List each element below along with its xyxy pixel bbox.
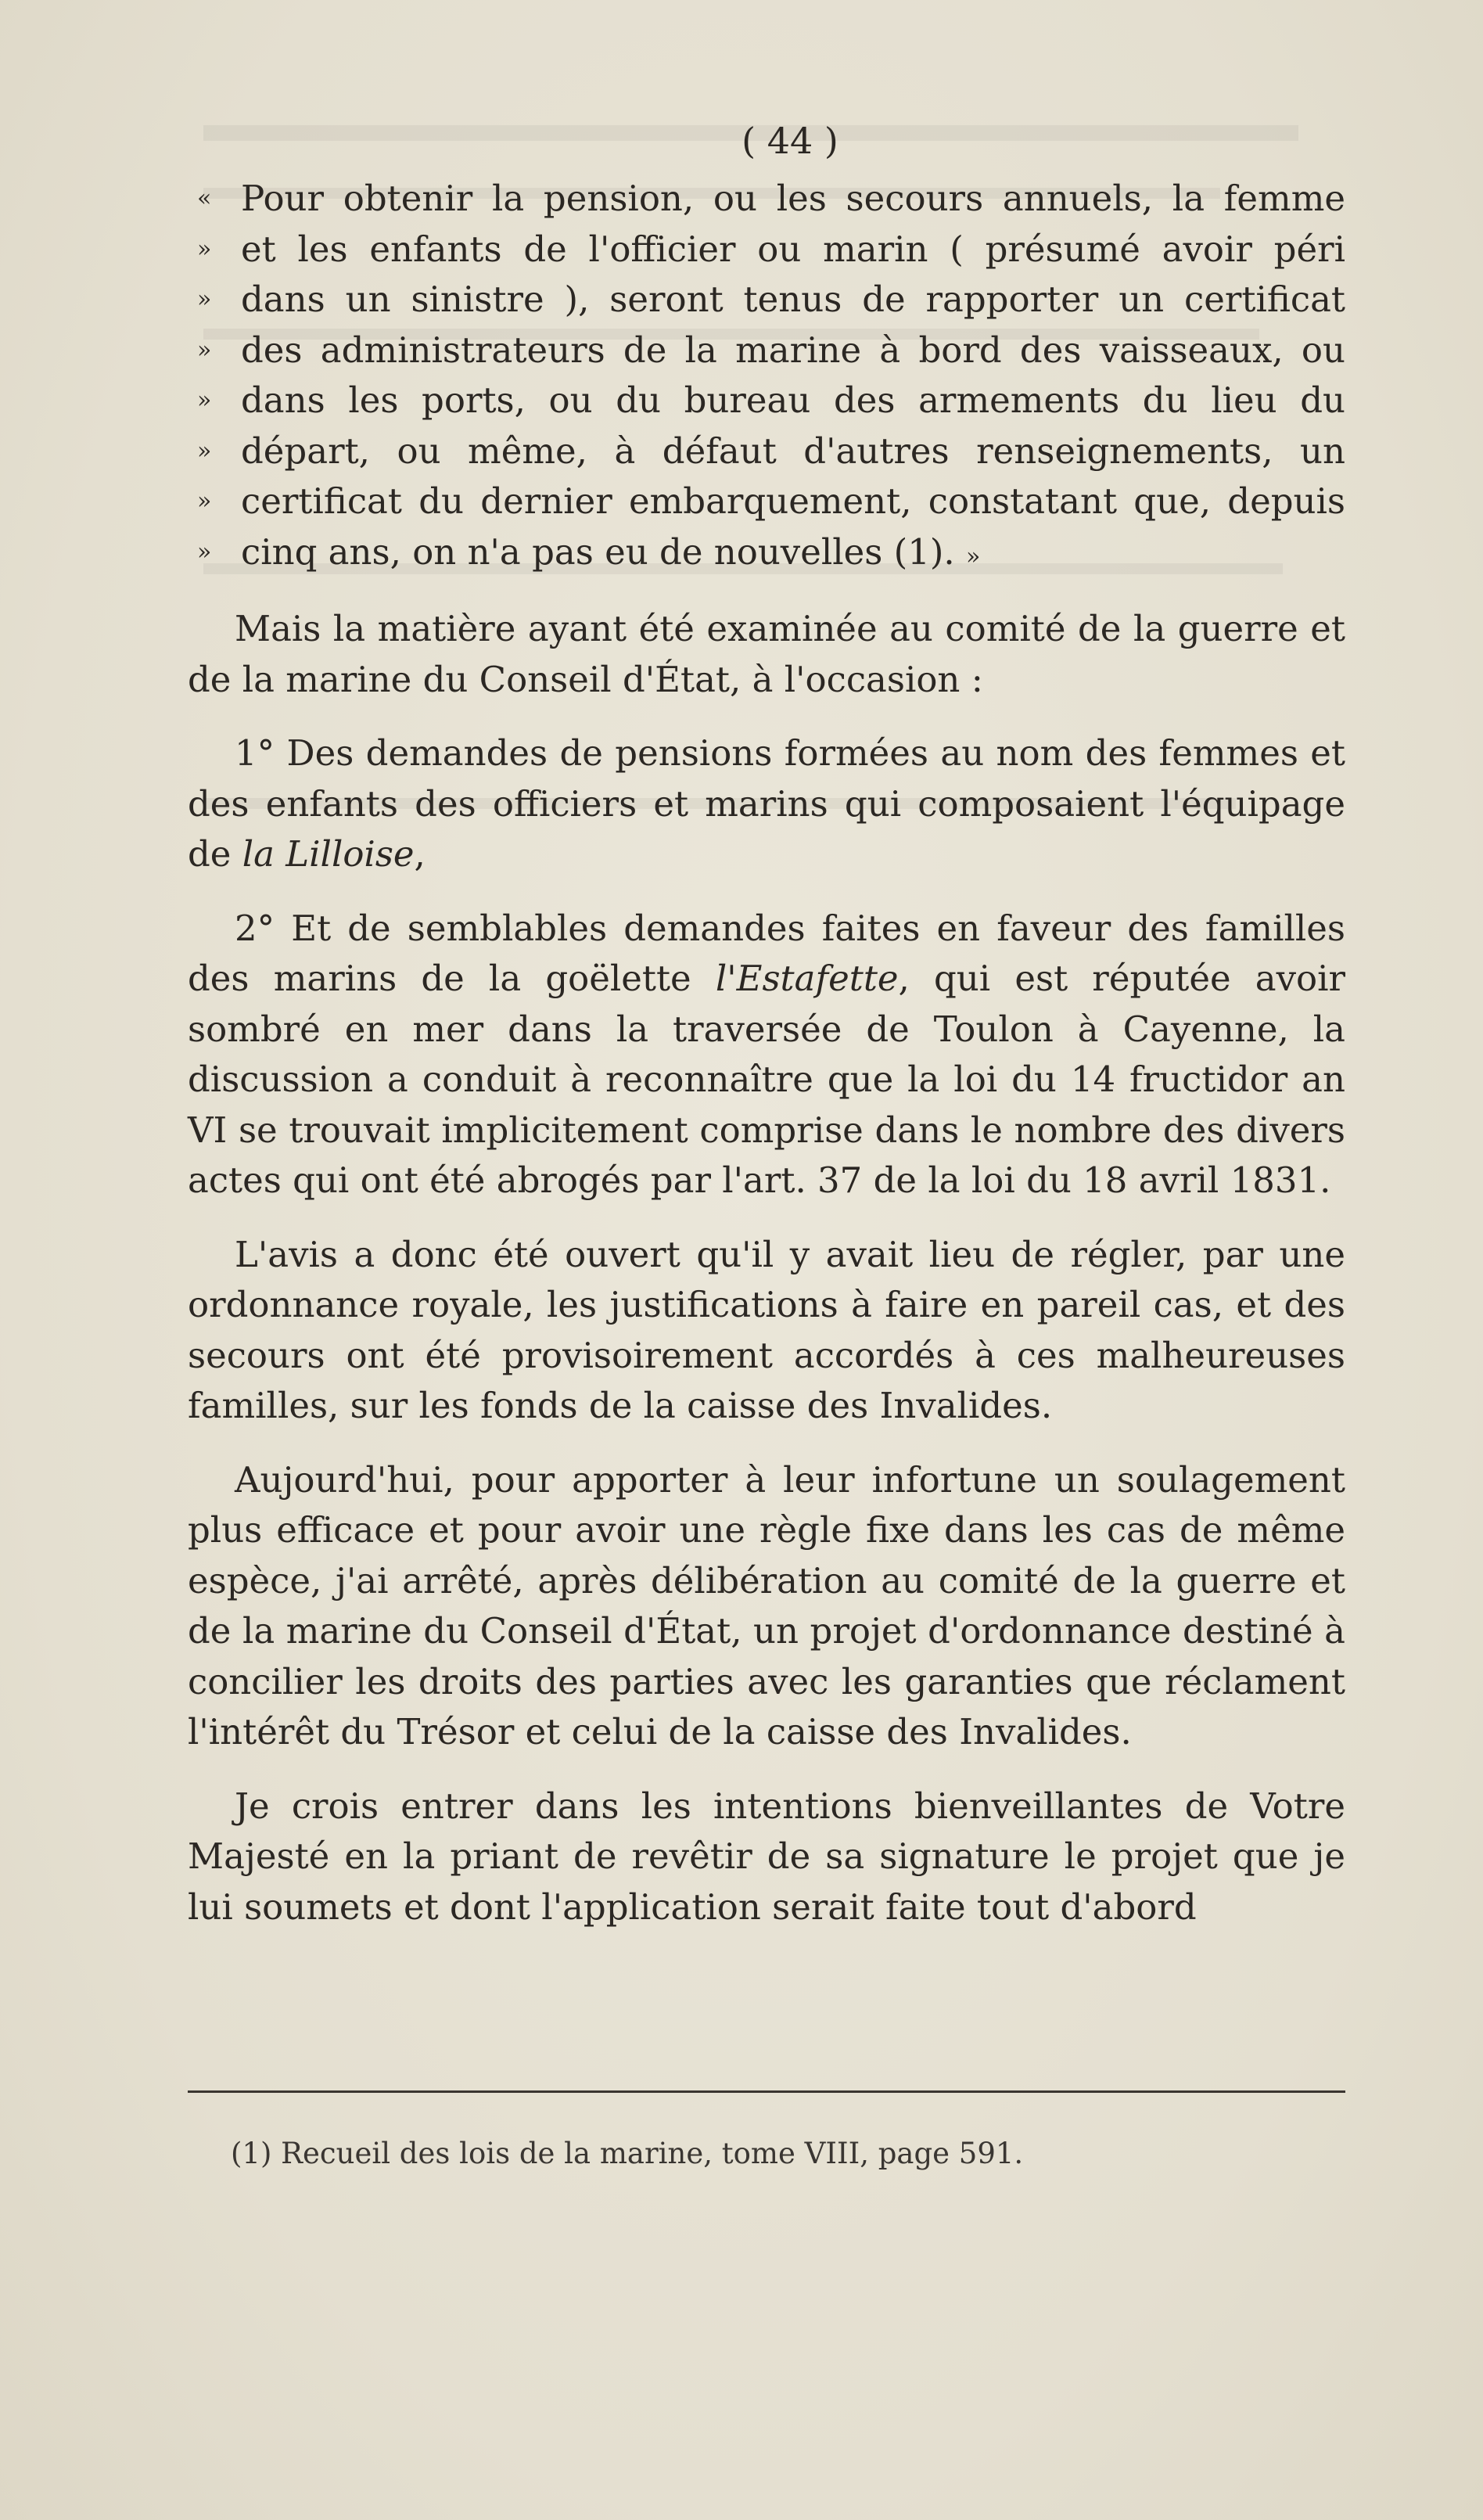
- quote-line: » certificat du dernier embarquement, constatant que, depuis: [188, 476, 1345, 527]
- quote-line: « Pour obtenir la pension, ou les secours annuels, la femme: [188, 174, 1345, 225]
- paragraph-5: Aujourd'hui, pour apporter à leur infortune un soulagement plus efficace et pour avoir une règle fixe dans les cas de même espèce, j'ai arrêté, après délibération au comité de la guerre et de la marine du Conseil d'État, un projet d'ordonnance destiné à concilier les droits des parties avec les garanties que réclament l'intérêt du Trésor et celui de la caisse des Invalides.: [188, 1458, 1345, 1752]
- paragraph-4: L'avis a donc été ouvert qu'il y avait lieu de régler, par une ordonnance royale, les justifications à faire en pareil cas, et des secours ont été provisoirement accordés à ces malheureuses familles, sur les fonds de la caisse des Invalides.: [188, 1233, 1345, 1426]
- quote-line: » départ, ou même, à défaut d'autres renseignements, un: [188, 426, 1345, 477]
- ship-name-estafette: l'Estafette: [715, 958, 899, 999]
- quote-mark: »: [197, 537, 212, 566]
- footnote: (1) Recueil des lois de la marine, tome VIII, page 591.: [231, 2137, 1024, 2170]
- quote-line: » et les enfants de l'officier ou marin ( présumé avoir péri: [188, 225, 1345, 275]
- paragraph-3: 2° Et de semblables demandes faites en faveur des familles des marins de la goëlette l'Estafette, qui est réputée avoir sombré en mer dans la traversée de Toulon à Cayenne, la discussion a conduit à reconnaître que la loi du 14 fructidor an VI se trouvait implicitement comprise dans le nombre des divers actes qui ont été abrogés par l'art. 37 de la loi du 18 avril 1831.: [188, 907, 1345, 1201]
- quote-mark: «: [197, 185, 212, 212]
- quoted-passage: [188, 174, 1345, 582]
- quote-line: » des administrateurs de la marine à bord des vaisseaux, ou: [188, 325, 1345, 376]
- closing-quote-mark: »: [966, 542, 981, 570]
- paragraph-2: 1° Des demandes de pensions formées au nom des femmes et des enfants des officiers et marins qui composaient l'équipage de la Lilloise,: [188, 732, 1345, 875]
- quote-line: » dans un sinistre ), seront tenus de rapporter un certificat: [188, 275, 1345, 325]
- quote-line: » cinq ans, on n'a pas eu de nouvelles (1). »: [188, 527, 1345, 583]
- paragraph-6: Je crois entrer dans les intentions bienveillantes de Votre Majesté en la priant de revêtir de sa signature le projet que je lui soumets et dont l'application serait faite tout d'abord: [188, 1785, 1345, 1928]
- ship-name-lilloise: la Lilloise: [242, 833, 415, 875]
- quote-mark: »: [197, 437, 212, 465]
- page-number: ( 44 ): [742, 120, 838, 162]
- text-column: [188, 117, 1345, 1932]
- quote-mark: »: [197, 235, 212, 263]
- quote-mark: »: [197, 286, 212, 313]
- footnote-rule: [188, 2090, 1345, 2093]
- quote-mark: »: [197, 386, 212, 414]
- quote-line: » dans les ports, ou du bureau des armements du lieu du: [188, 376, 1345, 426]
- quote-mark: »: [197, 336, 212, 364]
- quote-mark: »: [197, 487, 212, 515]
- paragraph-1: Mais la matière ayant été examinée au comité de la guerre et de la marine du Conseil d'État, à l'occasion :: [188, 608, 1345, 700]
